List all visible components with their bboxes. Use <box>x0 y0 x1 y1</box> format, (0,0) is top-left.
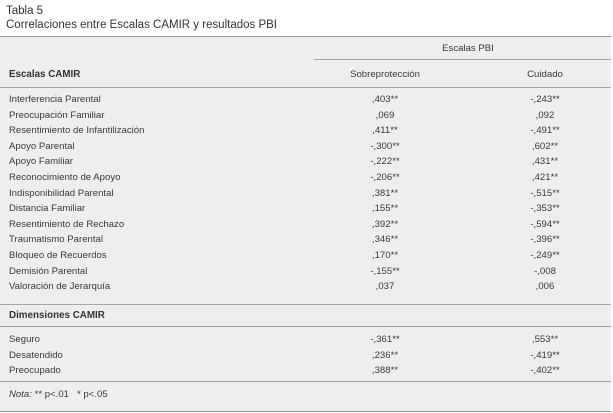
row-label: Preocupación Familiar <box>9 109 105 121</box>
value-sobreproteccion: ,037 <box>375 281 395 293</box>
row-label: Interferencia Parental <box>9 94 101 105</box>
value-cuidado: -,594** <box>530 218 560 230</box>
value-sobreproteccion: -,300** <box>370 140 400 152</box>
row-label: Reconocimiento de Apoyo <box>9 172 121 183</box>
value-sobreproteccion: ,170** <box>371 250 399 261</box>
note-prefix: Nota: <box>9 389 32 400</box>
dimensions-header: Dimensiones CAMIR <box>9 310 105 321</box>
section-divider-bottom <box>0 326 611 327</box>
table-note <box>9 389 108 401</box>
value-cuidado: ,421** <box>531 172 559 183</box>
row-label: Distancia Familiar <box>9 203 86 215</box>
row-label: Desatendido <box>9 349 63 361</box>
section-divider-top <box>0 304 611 305</box>
row-label: Resentimiento de Rechazo <box>9 218 125 230</box>
value-sobreproteccion: -,222** <box>370 156 400 168</box>
value-cuidado: -,396** <box>530 234 560 246</box>
row-label: Apoyo Familiar <box>9 156 73 168</box>
table-panel <box>0 36 611 412</box>
row-label: Resentimiento de Infantilización <box>9 125 145 137</box>
column-header-cuidado: Cuidado <box>527 69 563 80</box>
value-sobreproteccion: ,346** <box>371 234 399 246</box>
note-divider <box>0 381 611 382</box>
row-label: Demisión Parental <box>9 265 88 277</box>
group-header: Escalas PBI <box>442 43 494 54</box>
value-sobreproteccion: -,206** <box>370 172 400 183</box>
value-cuidado: -,419** <box>530 349 560 361</box>
value-cuidado: ,092 <box>535 109 555 121</box>
value-cuidado: ,431** <box>531 156 559 168</box>
value-cuidado: -,515** <box>530 187 560 199</box>
column-header-sobreproteccion: Sobreprotección <box>350 69 420 80</box>
value-sobreproteccion: ,388** <box>371 365 399 377</box>
row-label: Preocupado <box>9 365 61 377</box>
value-cuidado: -,402** <box>530 365 560 377</box>
value-cuidado: -,243** <box>530 94 560 105</box>
value-sobreproteccion: ,403** <box>371 94 399 105</box>
value-sobreproteccion: ,411** <box>372 125 398 137</box>
group-divider <box>314 59 611 60</box>
value-cuidado: -,249** <box>530 250 560 261</box>
table-number: Tabla 5 <box>6 5 44 17</box>
value-cuidado: -,491** <box>530 125 560 137</box>
row-label: Traumatismo Parental <box>9 234 104 246</box>
row-header: Escalas CAMIR <box>9 69 81 80</box>
value-sobreproteccion: ,069 <box>375 109 395 121</box>
table-title <box>6 4 277 32</box>
value-cuidado: -,353** <box>530 203 560 215</box>
value-cuidado: ,602** <box>531 140 559 152</box>
row-label: Indisponibilidad Parental <box>9 187 114 199</box>
row-label: Apoyo Parental <box>9 140 75 152</box>
row-label: Seguro <box>9 334 40 345</box>
value-sobreproteccion: -,155** <box>370 265 400 277</box>
value-cuidado: -,008 <box>534 265 556 277</box>
row-label: Bloqueo de Recuerdos <box>9 250 107 261</box>
value-sobreproteccion: ,236** <box>371 349 399 361</box>
note-text: ** p<.01 * p<.05 <box>34 389 108 400</box>
value-sobreproteccion: ,155** <box>371 203 399 215</box>
header-divider <box>0 87 611 88</box>
value-sobreproteccion: -,361** <box>370 334 400 345</box>
value-sobreproteccion: ,381** <box>371 187 399 199</box>
table-caption: Correlaciones entre Escalas CAMIR y resultados PBI <box>6 19 277 31</box>
value-cuidado: ,006 <box>535 281 555 293</box>
row-label: Valoración de Jerarquía <box>9 281 111 293</box>
value-cuidado: ,553** <box>531 334 559 345</box>
value-sobreproteccion: ,392** <box>371 218 399 230</box>
